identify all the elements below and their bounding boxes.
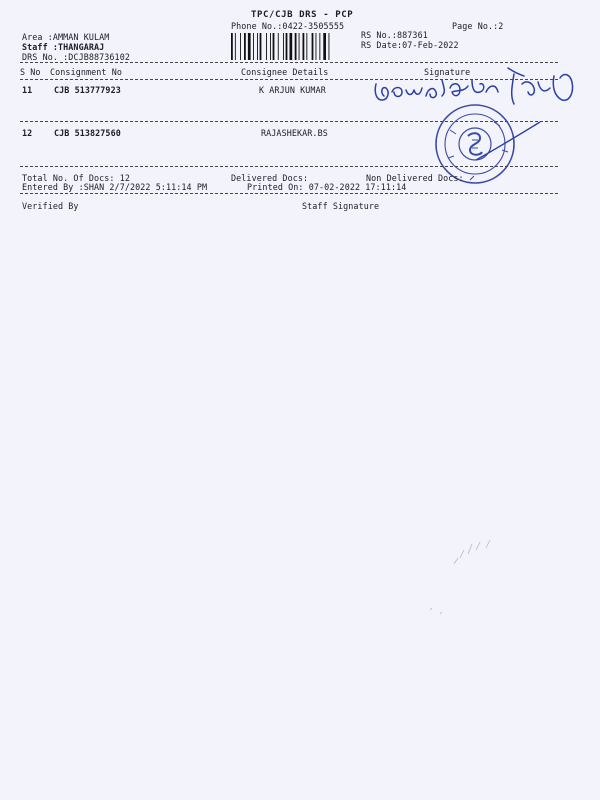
delivered-docs: Delivered Docs: <box>231 173 309 183</box>
document-title: TPC/CJB DRS - PCP <box>251 10 354 20</box>
divider <box>20 166 558 167</box>
drs-number: DRS No. :DCJB88736102 <box>22 52 130 62</box>
col-header-consignee: Consignee Details <box>241 67 329 77</box>
entered-by: Entered By :SHAN 2/7/2022 5:11:14 PM <box>22 182 208 192</box>
rs-number: RS No.:887361 <box>361 30 428 40</box>
printed-on: Printed On: 07-02-2022 17:11:14 <box>247 182 407 192</box>
divider <box>20 193 558 194</box>
row-consignment: CJB 513827560 <box>54 128 121 138</box>
row-consignee: RAJASHEKAR.BS <box>261 128 328 138</box>
col-header-signature: Signature <box>424 67 471 77</box>
col-header-sno: S No <box>20 67 41 77</box>
non-delivered-docs: Non Delivered Docs: <box>366 173 464 183</box>
row-sno: 11 <box>22 85 33 95</box>
staff-signature: Staff Signature <box>302 201 380 211</box>
rs-date: RS Date:07-Feb-2022 <box>361 40 459 50</box>
staff-label: Staff :THANGARAJ <box>22 42 105 52</box>
total-docs: Total No. Of Docs: 12 <box>22 173 130 183</box>
row-sno: 12 <box>22 128 33 138</box>
area-label: Area :AMMAN KULAM <box>22 32 110 42</box>
row-consignment: CJB 513777923 <box>54 85 121 95</box>
row-consignee: K ARJUN KUMAR <box>259 85 326 95</box>
signature-stroke-icon <box>474 120 542 164</box>
verified-by: Verified By <box>22 201 79 211</box>
phone-number: Phone No.:0422-3505555 <box>231 21 345 31</box>
scan-artifact <box>420 520 520 630</box>
col-header-consignment: Consignment No <box>50 67 122 77</box>
barcode <box>230 33 356 60</box>
page-number: Page No.:2 <box>452 21 504 31</box>
